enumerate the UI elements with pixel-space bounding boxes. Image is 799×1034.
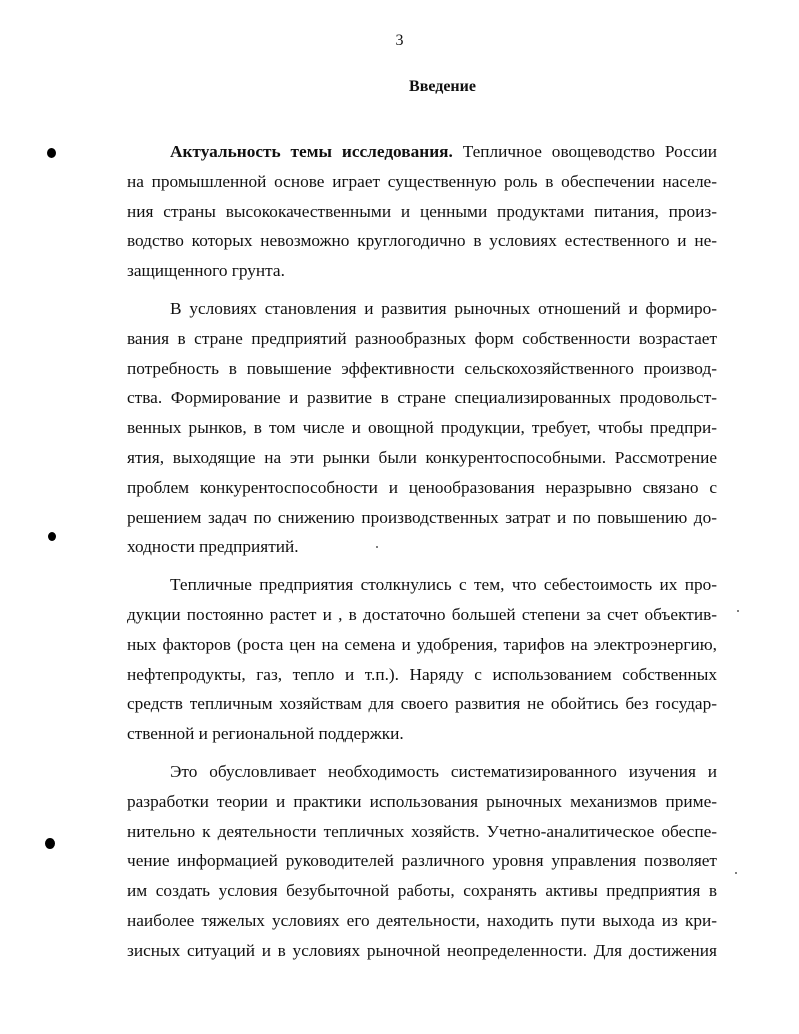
page-title: Введение (409, 78, 476, 95)
paragraph-line: им создать условия безубыточной работы, сохранять активы предприятия в (127, 881, 717, 901)
scan-speck (737, 610, 739, 612)
binder-mark-middle (48, 532, 56, 541)
paragraph-line: венных рынков, в том числе и овощной продукции, требует, чтобы предпри- (127, 418, 717, 438)
paragraph-line: ственной и региональной поддержки. (127, 724, 404, 744)
paragraph-line: средств тепличным хозяйствам для своего развития не обойтись без государ- (127, 694, 717, 714)
paragraph-line: Актуальность темы исследования. Тепличное овощеводство России (170, 142, 717, 161)
paragraph (127, 137, 717, 286)
paragraph-line: на промышленной основе играет существенную роль в обеспечении населе- (127, 171, 717, 191)
paragraph-line: разработки теории и практики использования рыночных механизмов приме- (127, 791, 717, 811)
paragraph-line: ства. Формирование и развитие в стране специализированных продовольст- (127, 388, 717, 408)
paragraph-line: ятия, выходящие на эти рынки были конкурентоспособными. Рассмотрение (127, 447, 717, 467)
paragraph-line: ния страны высококачественными и ценными продуктами питания, произ- (127, 201, 717, 221)
binder-mark-top (47, 148, 56, 158)
paragraph-line: ных факторов (роста цен на семена и удобрения, тарифов на электроэнергию, (127, 634, 717, 654)
paragraph (127, 294, 717, 562)
paragraph-line: нефтепродукты, газ, тепло и т.п.). Наряду с использованием собственных (127, 664, 717, 684)
paragraph-line: наиболее тяжелых условиях его деятельности, находить пути выхода из кри- (127, 910, 717, 930)
scan-speck (735, 872, 737, 874)
paragraph-line: проблем конкурентоспособности и ценообразования неразрывно связано с (127, 477, 717, 497)
paragraph-line: ходности предприятий. (127, 537, 299, 557)
paragraph-line: решением задач по снижению производственных затрат и по повышению до- (127, 507, 717, 527)
paragraph-line: дукции постоянно растет и , в достаточно большей степени за счет объектив- (127, 604, 717, 624)
paragraph-line: водство которых невозможно круглогодично в условиях естественного и не- (127, 231, 717, 251)
paragraph-line: Это обусловливает необходимость систематизированного изучения и (170, 761, 717, 781)
paragraph (127, 570, 717, 749)
binder-mark-bottom (45, 838, 55, 849)
paragraph-line: Тепличные предприятия столкнулись с тем, что себестоимость их про- (170, 575, 717, 595)
paragraph-line: защищенного грунта. (127, 261, 285, 281)
paragraph-line: зисных ситуаций и в условиях рыночной неопределенности. Для достижения (127, 940, 717, 960)
bold-lead: Актуальность темы исследования. (170, 142, 453, 161)
paragraph-line: вания в стране предприятий разнообразных форм собственности возрастает (127, 328, 717, 348)
paragraph-line: чение информацией руководителей различного уровня управления позволяет (127, 851, 717, 871)
document-body (127, 137, 717, 966)
page-number: 3 (395, 32, 404, 49)
paragraph-line: нительно к деятельности тепличных хозяйств. Учетно-аналитическое обеспе- (127, 821, 717, 841)
paragraph-line: В условиях становления и развития рыночных отношений и формиро- (170, 298, 717, 318)
paragraph-line: потребность в повышение эффективности сельскохозяйственного производ- (127, 358, 717, 378)
paragraph (127, 757, 717, 966)
